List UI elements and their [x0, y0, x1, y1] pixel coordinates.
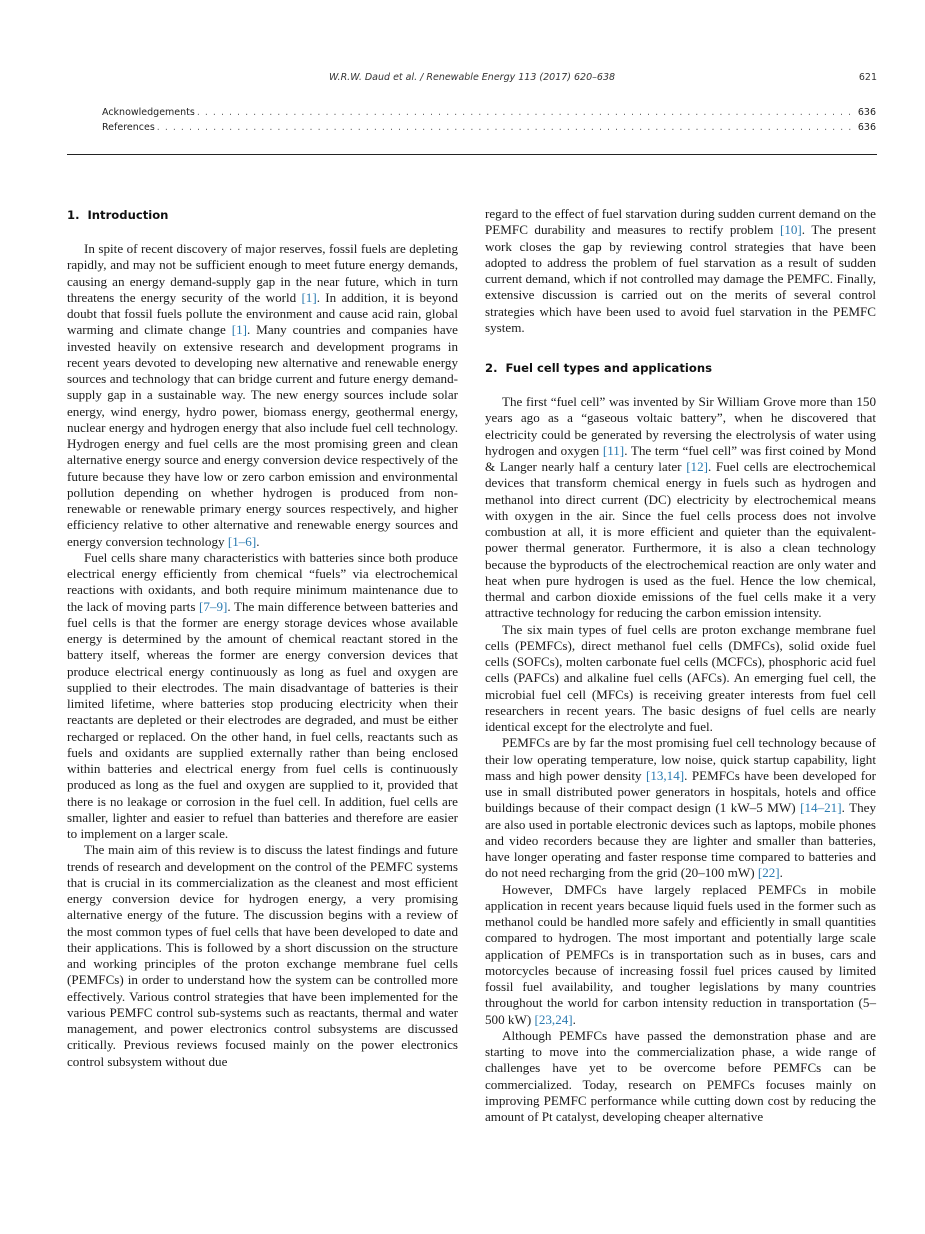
citation-link[interactable]: [11] — [602, 442, 625, 458]
spacer — [485, 336, 876, 359]
text-run: However, DMFCs have largely replaced PEMFCs in mobile application in recent years because liquid fuels used in the former such as methanol could be handled more safely and efficiently in small quantities compared to hydrogen. The most important and potentially large scale application of PEMFCs is in transportation such as in buses, cars and motorcycles because of increasing fossil fuel prices caused by limited fossil fuel availability, and tougher legislations by many countries throughout the world for carbon intensity reduction in transportation (5–500 kW) — [485, 881, 876, 1027]
citation-link[interactable]: [1–6] — [227, 533, 257, 549]
toc-label: References — [102, 122, 155, 133]
citation-link[interactable]: [23,24] — [534, 1011, 573, 1027]
section-heading-fuel-cell-types — [485, 359, 876, 377]
section-number: 2. — [485, 361, 498, 375]
text-run: . — [779, 865, 783, 881]
header-divider — [67, 154, 877, 155]
page-number: 621 — [858, 72, 877, 83]
text-run: The first “fuel cell” was invented by Sir William Grove more than 150 years ago as a “gaseous voltaic battery”, when he discovered that electricity could be generated by reversing the electrolysis of water using hydrogen and oxygen — [485, 394, 876, 458]
paragraph — [485, 622, 876, 736]
paragraph — [67, 550, 458, 843]
paragraph-continuation — [485, 206, 876, 336]
text-run: . The present work closes the gap by reviewing control strategies that have been adopted to address the problem of fuel starvation as a result of sudden current demand, which if not controlled may damage the PEMFC. Finally, extensive discussion is carried out on the merits of several control strategies which have been used to avoid fuel starvation in the PEMFC system. — [485, 222, 876, 335]
text-run: The main aim of this review is to discuss the latest findings and future trends of research and development on the control of the PEMFC systems that is crucial in its commercialization as the cleanest and most efficient energy conversion device for hydrogen energy, a very promising alternative energy of the future. The discussion begins with a review of the most common types of fuel cells that have been developed to date and their applications. This is followed by a short discussion on the structure and working principles of the proton exchange membrane fuel cells (PEMFCs) in order to understand how the system can be controlled more effectively. Various control strategies that have been implemented for the various PEMFC control sub-systems such as reactants, thermal and water management, and power electronics control subsystems are discussed critically. Previous reviews focused mainly on the power electronics control subsystem without due — [67, 842, 458, 1069]
paragraph — [485, 394, 876, 622]
toc-page: 636 — [857, 107, 876, 118]
toc-leader — [197, 107, 856, 118]
running-header — [67, 72, 877, 88]
text-run: Although PEMFCs have passed the demonstration phase and are starting to move into the commercialization phase, a wide range of challenges have yet to be overcome before PEMFCs can be commercialized. Today, research on PEMFCs focuses mainly on improving PEMFC performance while cutting down cost by reducing the amount of Pt catalyst, developing cheaper alternative — [485, 1027, 876, 1124]
text-run: . PEMFCs have been developed for use in small distributed power generators in hospitals, hotels and office buildings because of their compact design (1 kW–5 MW) — [485, 767, 876, 816]
text-run: . The main difference between batteries and fuel cells is that the former are energy storage devices whose available energy is determined by the amount of chemical reactant stored in the battery itself, whereas the former are energy conversion devices that produce electrical energy continuously as long as fuel and oxygen are supplied to their electrodes. The main disadvantage of batteries is their limited lifetime, where batteries stop producing electricity when their reactants are depleted or their electrodes are degraded, and must be either recharged or replaced. On the other hand, in fuel cells, reactants such as fuels and oxidants are supplied externally rather than being enclosed within batteries and electrical energy from fuel cells is continuously produced as long as the fuel and oxygen are supplied to it, provided that there is no leakage or corrosion in the fuel cell. In addition, fuel cells are smaller, lighter and easier to refuel than batteries and therefore are easier to implement on a larger scale. — [67, 598, 458, 841]
citation-link[interactable]: [12] — [686, 459, 709, 474]
paragraph — [67, 842, 458, 1070]
paragraph — [67, 241, 458, 550]
text-run: . — [572, 1011, 576, 1027]
paragraph — [485, 882, 876, 1028]
citation-link[interactable]: [14–21] — [800, 800, 842, 816]
section-number: 1. — [67, 208, 80, 222]
toc-entry-references[interactable] — [102, 122, 876, 137]
toc-page: 636 — [857, 122, 876, 133]
right-column — [485, 206, 876, 1125]
citation-link[interactable]: [1] — [301, 289, 317, 305]
text-run: . In addition, it is beyond doubt that fossil fuels pollute the environment and cause acid rain, global warming and climate change — [67, 289, 458, 338]
paragraph — [485, 1028, 876, 1126]
text-run: . Fuel cells are electrochemical devices that transform chemical energy in fuels such as hydrogen and methanol into direct current (DC) electricity by electrochemical means with oxygen in the air. Since the fuel cells process does not involve combustion at all, it is more efficient and quieter than the equivalent-power thermal generator. Furthermore, it is also a clean technology because the byproducts of the electrochemical reaction are only water and heat when pure hydrogen is used as the fuel. Hence the low chemical, thermal and carbon dioxide emissions of the fuel cells make it a very attractive technology for reducing the carbon emission intensity. — [485, 459, 876, 621]
toc-label: Acknowledgements — [102, 107, 195, 118]
citation-link[interactable]: [22] — [757, 865, 780, 881]
table-of-contents — [102, 107, 876, 137]
toc-leader — [157, 122, 856, 133]
journal-citation: W.R.W. Daud et al. / Renewable Energy 113 (2017) 620–638 — [328, 72, 616, 83]
citation-link[interactable]: [7–9] — [198, 598, 228, 614]
text-run: In spite of recent discovery of major reserves, fossil fuels are depleting rapidly, and may not be sufficient enough to meet future energy demands, causing an energy demand-supply gap in the near future, which in turn threatens the energy security of the world — [67, 241, 458, 305]
text-run: regard to the effect of fuel starvation during sudden current demand on the PEMFC durability and measures to rectify problem — [485, 206, 876, 238]
text-run: . They are also used in portable electronic devices such as laptops, mobile phones and video recorders because they are lighter and smaller than batteries, have longer operating and faster response time compared to batteries and do not need recharging from the grid (20–100 mW) — [485, 800, 876, 881]
text-run: The six main types of fuel cells are proton exchange membrane fuel cells (PEMFCs), direct methanol fuel cells (DMFCs), solid oxide fuel cells (SOFCs), molten carbonate fuel cells (MCFCs), phosphoric acid fuel cells (PAFCs) and alkaline fuel cells (AFCs). An emerging fuel cell, the microbial fuel cell (MFCs) is receiving greater interests from fuel cell researchers in recent years. The basic designs of fuel cells are nearly identical except for the electrolyte and fuel. — [485, 621, 876, 734]
section-title: Introduction — [87, 208, 169, 222]
citation-link[interactable]: [13,14] — [645, 767, 685, 783]
spacer — [485, 377, 876, 394]
left-column — [67, 206, 458, 1070]
section-title: Fuel cell types and applications — [505, 361, 712, 375]
paragraph — [485, 735, 876, 881]
text-run: . — [256, 533, 260, 549]
text-run: PEMFCs are by far the most promising fuel cell technology because of their low operating temperature, low noise, quick startup capability, light mass and high power density — [485, 735, 876, 783]
spacer — [67, 224, 458, 241]
citation-link[interactable]: [1] — [231, 322, 247, 338]
citation-link[interactable]: [10] — [779, 222, 802, 238]
text-run: Fuel cells share many characteristics with batteries since both produce electrical energy efficiently from chemical “fuels” via electrochemical reactions with oxidants, and both require minimum maintenance due to the lack of moving parts — [67, 549, 458, 614]
section-heading-introduction — [67, 206, 458, 224]
text-run: . The term “fuel cell” was first coined by Mond & Langer nearly half a century later — [485, 442, 876, 474]
toc-entry-acknowledgements[interactable] — [102, 107, 876, 122]
text-run: . Many countries and companies have invested heavily on extensive research and development programs in recent years devoted to developing new alternative and renewable energy sources and technology that can bridge current and future energy demand-supply gap in a sustainable way. The new energy sources include solar energy, wind energy, hydro power, biomass energy, geothermal energy, nuclear energy and hydrogen energy that also include fuel cell technology. Hydrogen energy and fuel cells are the most promising green and clean alternative energy source and energy conversion device respectively of the future because they have low or zero carbon emission and environmental pollution depending on whether hydrogen is produced from non-renewable or renewable primary energy sources respectively, and higher efficiency relative to other alternative and renewable energy sources and energy conversion technology — [67, 322, 458, 549]
